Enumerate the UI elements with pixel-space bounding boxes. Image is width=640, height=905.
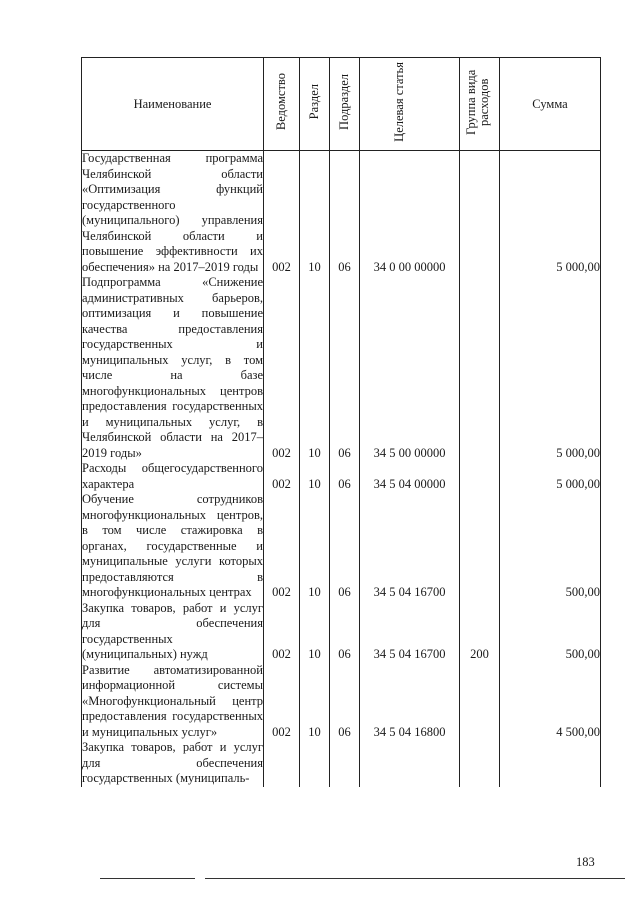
row-gruppa — [460, 275, 500, 461]
row-name: Закупка товаров, работ и услуг для обеспечения государственных (муниципаль- — [82, 740, 263, 785]
row-podrazdel: 06 — [330, 663, 360, 741]
page-number: 183 — [576, 855, 595, 869]
row-podrazdel: 06 — [330, 601, 360, 663]
row-name: Государственная программа Челябинской области «Оптимизация функций государственного (муниципального) управления Челябинской области и повышение эффективности их обеспечения» на 2017–2019 годы — [82, 151, 263, 274]
row-podrazdel — [330, 740, 360, 787]
row-gruppa — [460, 492, 500, 601]
footer-rule — [205, 878, 625, 879]
table-row — [82, 461, 601, 492]
row-celevaya-statya: 34 0 00 00000 — [360, 151, 460, 276]
table-body — [82, 151, 601, 787]
row-name: Подпрограмма «Снижение административных барьеров, оптимизация и повышение качества предоставления государственных и муниципальных услуг, в том числе на базе многофункциональных центров предоставления государственных и муниципальных услуг, в Челябинской области на 2017–2019 годы» — [82, 275, 263, 460]
table-row — [82, 740, 601, 787]
header-celevaya-statya: Целевая статья — [360, 58, 460, 151]
row-vedomstvo: 002 — [264, 663, 300, 741]
row-celevaya-statya: 34 5 04 16700 — [360, 492, 460, 601]
row-razdel: 10 — [300, 275, 330, 461]
header-summa: Сумма — [500, 58, 601, 151]
header-name: Наименование — [82, 58, 264, 151]
row-summa: 5 000,00 — [500, 275, 601, 461]
header-podrazdel: Подраздел — [330, 58, 360, 151]
row-gruppa — [460, 461, 500, 492]
row-celevaya-statya: 34 5 00 00000 — [360, 275, 460, 461]
row-celevaya-statya: 34 5 04 00000 — [360, 461, 460, 492]
row-celevaya-statya: 34 5 04 16700 — [360, 601, 460, 663]
row-name: Закупка товаров, работ и услуг для обеспечения государственных (муниципальных) нужд — [82, 600, 263, 661]
header-gruppa-vida-rashodov: Группа вида расходов — [460, 58, 500, 151]
footer-rule — [100, 878, 195, 879]
row-gruppa — [460, 151, 500, 276]
row-vedomstvo: 002 — [264, 275, 300, 461]
row-podrazdel: 06 — [330, 492, 360, 601]
row-gruppa — [460, 740, 500, 787]
budget-table — [81, 57, 601, 787]
row-podrazdel: 06 — [330, 151, 360, 276]
row-summa — [500, 740, 601, 787]
row-summa: 5 000,00 — [500, 461, 601, 492]
row-razdel: 10 — [300, 492, 330, 601]
row-razdel: 10 — [300, 601, 330, 663]
row-summa: 5 000,00 — [500, 151, 601, 276]
row-vedomstvo: 002 — [264, 151, 300, 276]
row-name: Развитие автоматизированной информационной системы «Многофункциональный центр предоставления государственных и муниципальных услуг» — [82, 662, 263, 739]
row-razdel: 10 — [300, 151, 330, 276]
row-name: Обучение сотрудников многофункциональных центров, в том числе стажировка в органах, государственные и муниципальные услуги которых предоставляются в многофункциональных центрах — [82, 492, 263, 599]
row-celevaya-statya — [360, 740, 460, 787]
table-row — [82, 492, 601, 601]
row-podrazdel: 06 — [330, 461, 360, 492]
row-summa: 4 500,00 — [500, 663, 601, 741]
row-vedomstvo: 002 — [264, 492, 300, 601]
row-summa: 500,00 — [500, 601, 601, 663]
row-gruppa: 200 — [460, 601, 500, 663]
row-celevaya-statya: 34 5 04 16800 — [360, 663, 460, 741]
row-podrazdel: 06 — [330, 275, 360, 461]
row-vedomstvo — [264, 740, 300, 787]
row-razdel: 10 — [300, 461, 330, 492]
row-summa: 500,00 — [500, 492, 601, 601]
header-vedomstvo: Ведомство — [264, 58, 300, 151]
table-row — [82, 663, 601, 741]
table-header — [82, 58, 601, 151]
row-vedomstvo: 002 — [264, 601, 300, 663]
header-razdel: Раздел — [300, 58, 330, 151]
row-name: Расходы общегосударственного характера — [82, 461, 263, 491]
row-vedomstvo: 002 — [264, 461, 300, 492]
row-razdel: 10 — [300, 663, 330, 741]
row-gruppa — [460, 663, 500, 741]
table-row — [82, 151, 601, 276]
row-razdel — [300, 740, 330, 787]
table-row — [82, 275, 601, 461]
table-row — [82, 601, 601, 663]
